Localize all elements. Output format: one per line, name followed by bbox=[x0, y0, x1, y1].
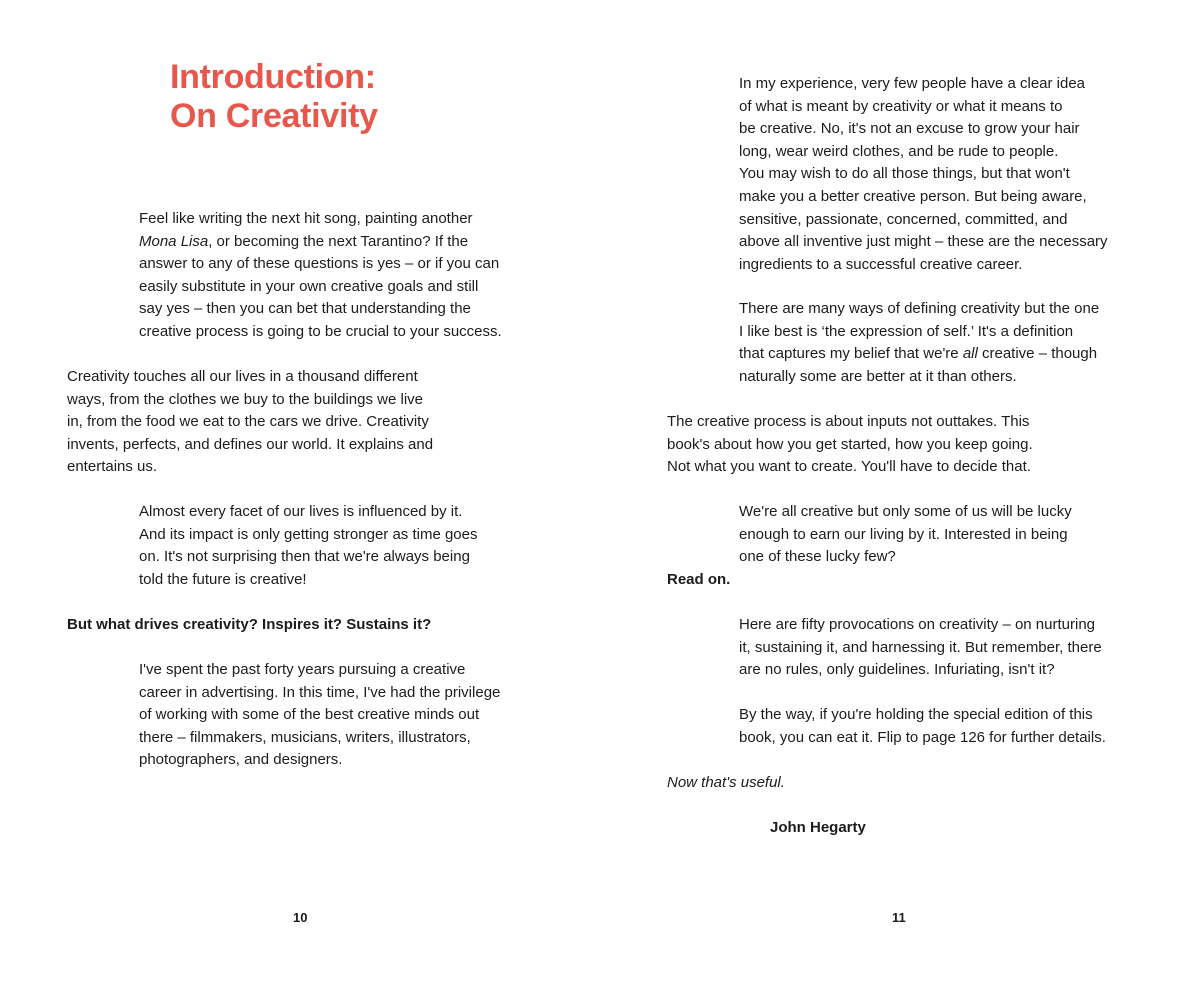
mona-lisa-italic: Mona Lisa bbox=[139, 232, 209, 250]
career-paragraph bbox=[139, 659, 500, 772]
right-page bbox=[600, 0, 1200, 989]
text-line: By the way, if you're holding the special edition of this bbox=[739, 706, 1093, 723]
text-line: And its impact is only getting stronger as time goes bbox=[139, 525, 478, 543]
text-line: in, from the food we eat to the cars we drive. Creativity bbox=[67, 413, 429, 431]
author-signature: John Hegarty bbox=[770, 819, 866, 836]
provocations-paragraph bbox=[739, 614, 1102, 682]
text-line: We're all creative but only some of us will be lucky bbox=[739, 503, 1072, 520]
chapter-title bbox=[170, 58, 378, 136]
text-line: enough to earn our living by it. Interested in being bbox=[739, 525, 1068, 543]
text-line: easily substitute in your own creative goals and still bbox=[139, 277, 479, 295]
text-line: make you a better creative person. But being aware, bbox=[739, 187, 1087, 205]
process-paragraph bbox=[667, 411, 1033, 479]
text-line: book's about how you get started, how you keep going. bbox=[667, 435, 1033, 453]
text-line: The creative process is about inputs not outtakes. This bbox=[667, 413, 1030, 430]
text-line: career in advertising. In this time, I've had the privilege bbox=[139, 683, 501, 701]
text-fragment: that captures my belief that we're bbox=[739, 345, 963, 363]
text-line: be creative. No, it's not an excuse to grow your hair bbox=[739, 120, 1080, 138]
text-line: I've spent the past forty years pursuing a creative bbox=[139, 661, 466, 678]
text-line: of what is meant by creativity or what it means to bbox=[739, 97, 1063, 115]
text-line: Feel like writing the next hit song, painting another bbox=[139, 210, 473, 227]
text-line: sensitive, passionate, concerned, committed, and bbox=[739, 210, 1068, 228]
text-line: invents, perfects, and defines our world. It explains and bbox=[67, 435, 434, 453]
text-line: ways, from the clothes we buy to the buildings we live bbox=[67, 390, 424, 408]
read-on-text: Read on. bbox=[667, 571, 731, 588]
text-line: creative process is going to be crucial to your success. bbox=[139, 322, 502, 340]
question-heading: But what drives creativity? Inspires it? Sustains it? bbox=[67, 616, 432, 633]
text-line: There are many ways of defining creativity but the one bbox=[739, 300, 1100, 317]
closing-line: Now that's useful. bbox=[667, 774, 785, 791]
text-line bbox=[739, 343, 1099, 366]
text-line: Here are fifty provocations on creativity – on nurturing bbox=[739, 616, 1096, 633]
text-line: it, sustaining it, and harnessing it. But remember, there bbox=[739, 638, 1102, 656]
creativity-paragraph bbox=[67, 366, 433, 479]
text-line: ingredients to a successful creative career. bbox=[739, 255, 1023, 273]
definition-paragraph bbox=[739, 298, 1099, 388]
text-line: Almost every facet of our lives is influenced by it. bbox=[139, 503, 463, 520]
all-italic: all bbox=[962, 345, 978, 363]
text-line: of working with some of the best creative minds out bbox=[139, 706, 480, 724]
text-fragment: , or becoming the next Tarantino? If the bbox=[208, 232, 469, 250]
text-line: on. It's not surprising then that we're always being bbox=[139, 548, 470, 566]
text-line: above all inventive just might – these are the necessary bbox=[739, 233, 1108, 251]
influence-paragraph bbox=[139, 501, 478, 591]
intro-paragraph bbox=[139, 208, 502, 344]
text-line: say yes – then you can bet that understanding the bbox=[139, 300, 471, 318]
text-line: photographers, and designers. bbox=[139, 751, 343, 769]
page-number: 11 bbox=[892, 910, 906, 925]
text-line: In my experience, very few people have a clear idea bbox=[739, 75, 1086, 92]
text-line: there – filmmakers, musicians, writers, illustrators, bbox=[139, 728, 471, 746]
text-line: book, you can eat it. Flip to page 126 for further details. bbox=[739, 728, 1106, 746]
experience-paragraph bbox=[739, 73, 1108, 276]
text-line bbox=[139, 231, 502, 254]
title-line: Introduction: bbox=[170, 58, 376, 96]
text-line: Creativity touches all our lives in a thousand different bbox=[67, 368, 418, 385]
text-line: naturally some are better at it than others. bbox=[739, 367, 1017, 385]
text-line: I like best is ‘the expression of self.’ It's a definition bbox=[739, 322, 1074, 340]
text-line: entertains us. bbox=[67, 458, 158, 476]
text-line: are no rules, only guidelines. Infuriating, isn't it? bbox=[739, 661, 1055, 679]
text-line: You may wish to do all those things, but that won't bbox=[739, 165, 1070, 183]
page-number: 10 bbox=[293, 910, 308, 925]
text-line: one of these lucky few? bbox=[739, 548, 896, 566]
title-line: On Creativity bbox=[170, 97, 378, 135]
special-edition-paragraph bbox=[739, 704, 1106, 749]
text-line: told the future is creative! bbox=[139, 570, 307, 588]
text-line: answer to any of these questions is yes – or if you can bbox=[139, 255, 500, 273]
text-fragment: creative – though bbox=[977, 345, 1098, 363]
lucky-paragraph bbox=[739, 501, 1072, 569]
text-line: long, wear weird clothes, and be rude to people. bbox=[739, 142, 1059, 160]
text-line: Not what you want to create. You'll have to decide that. bbox=[667, 458, 1031, 476]
